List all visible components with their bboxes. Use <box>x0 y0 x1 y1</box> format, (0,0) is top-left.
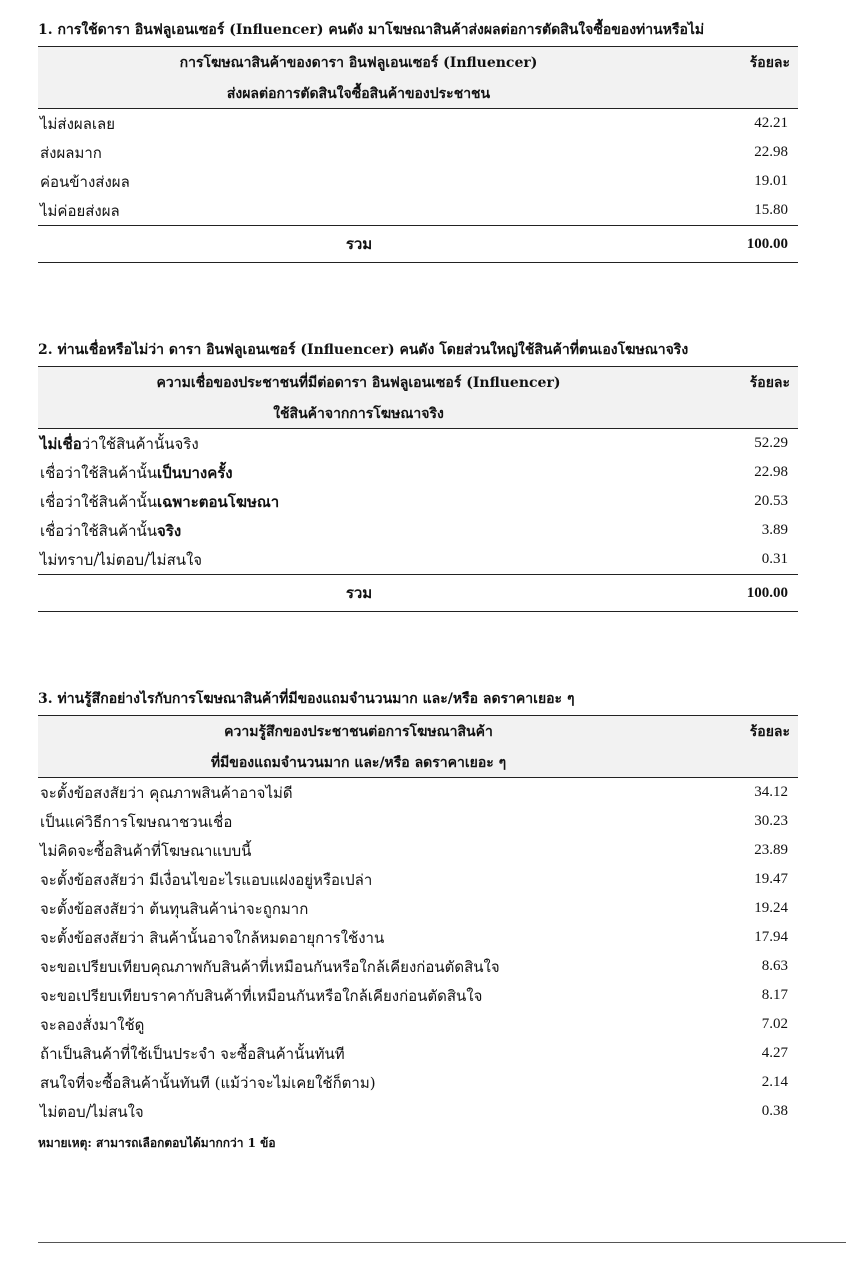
table-row <box>38 923 798 952</box>
row-value: 22.98 <box>754 464 788 480</box>
row-label: จะขอเปรียบเทียบราคากับสินค้าที่เหมือนกันหรือใกล้เคียงก่อนตัดสินใจ <box>40 986 483 1005</box>
label-text: ว่าใช้สินค้านั้นจริง <box>81 434 199 453</box>
row-value: 34.12 <box>754 784 788 800</box>
row-label: จะลองสั่งมาใช้ดู <box>40 1015 145 1034</box>
row-value: 20.53 <box>754 493 788 509</box>
q3-header-line2: ที่มีของแถมจำนวนมาก และ/หรือ ลดราคาเยอะ ๆ <box>38 748 679 778</box>
row-label: จะตั้งข้อสงสัยว่า มีเงื่อนไขอะไรแอบแฝงอยู่หรือเปล่า <box>40 870 373 889</box>
table-row <box>38 487 798 516</box>
table-row <box>38 545 798 575</box>
label-emphasis: ไม่เชื่อ <box>40 434 82 453</box>
table-row <box>38 109 798 139</box>
table-row <box>38 952 798 981</box>
row-label <box>38 487 679 516</box>
row-label: ไม่ตอบ/ไม่สนใจ <box>40 1102 144 1121</box>
table-row <box>38 429 798 459</box>
row-value: 15.80 <box>754 202 788 218</box>
q2-pct-header: ร้อยละ <box>679 367 798 400</box>
label-emphasis: จริง <box>157 521 182 540</box>
label-text: เชื่อว่าใช้สินค้านั้น <box>40 492 158 511</box>
row-value: 19.01 <box>754 173 788 189</box>
q3-pct-header: ร้อยละ <box>679 716 798 749</box>
row-label: เป็นแค่วิธีการโฆษณาชวนเชื่อ <box>40 812 233 831</box>
table-row <box>38 458 798 487</box>
total-value: 100.00 <box>679 575 798 612</box>
row-label: ไม่ส่งผลเลย <box>40 114 115 133</box>
row-label <box>38 429 679 459</box>
row-value: 30.23 <box>754 813 788 829</box>
q1-header-line1: การโฆษณาสินค้าของดารา อินฟลูเอนเซอร์ (Influencer) <box>38 47 679 80</box>
row-label: สนใจที่จะซื้อสินค้านั้นทันที (แม้ว่าจะไม่เคยใช้ก็ตาม) <box>40 1073 376 1092</box>
q3-header-line1: ความรู้สึกของประชาชนต่อการโฆษณาสินค้า <box>38 716 679 749</box>
q3-table <box>38 715 798 1126</box>
row-value: 7.02 <box>761 1016 788 1032</box>
row-label: จะตั้งข้อสงสัยว่า คุณภาพสินค้าอาจไม่ดี <box>40 783 293 802</box>
label-text: เชื่อว่าใช้สินค้านั้น <box>40 463 158 482</box>
q2-title: 2. ท่านเชื่อหรือไม่ว่า ดารา อินฟลูเอนเซอร์ (Influencer) คนดัง โดยส่วนใหญ่ใช้สินค้าที่ตนเองโฆษณาจริง <box>38 342 689 358</box>
section-q1 <box>38 18 798 263</box>
row-label: จะตั้งข้อสงสัยว่า ต้นทุนสินค้าน่าจะถูกมาก <box>40 899 309 918</box>
total-value: 100.00 <box>679 226 798 263</box>
table-row <box>38 778 798 808</box>
row-value: 22.98 <box>754 144 788 160</box>
row-label: ไม่คิดจะซื้อสินค้าที่โฆษณาแบบนี้ <box>40 841 252 860</box>
q3-title: 3. ท่านรู้สึกอย่างไรกับการโฆษณาสินค้าที่มีของแถมจำนวนมาก และ/หรือ ลดราคาเยอะ ๆ <box>38 691 575 707</box>
row-value: 17.94 <box>754 929 788 945</box>
row-value: 4.27 <box>761 1045 788 1061</box>
total-row <box>38 226 798 263</box>
row-value: 19.24 <box>754 900 788 916</box>
row-value: 8.17 <box>761 987 788 1003</box>
table-row <box>38 138 798 167</box>
row-label: จะขอเปรียบเทียบคุณภาพกับสินค้าที่เหมือนกันหรือใกล้เคียงก่อนตัดสินใจ <box>40 957 500 976</box>
table-row <box>38 981 798 1010</box>
row-value: 19.47 <box>754 871 788 887</box>
total-label: รวม <box>38 226 679 263</box>
label-emphasis: เป็นบางครั้ง <box>157 463 233 482</box>
table-row <box>38 1097 798 1126</box>
table-row <box>38 1010 798 1039</box>
table-row <box>38 516 798 545</box>
row-label: จะตั้งข้อสงสัยว่า สินค้านั้นอาจใกล้หมดอายุการใช้งาน <box>40 928 385 947</box>
table-row <box>38 807 798 836</box>
row-value: 42.21 <box>754 115 788 131</box>
row-label: ค่อนข้างส่งผล <box>40 172 130 191</box>
row-label <box>38 458 679 487</box>
label-text: เชื่อว่าใช้สินค้านั้น <box>40 521 158 540</box>
table-row <box>38 167 798 196</box>
total-row <box>38 575 798 612</box>
row-label: ไม่ค่อยส่งผล <box>40 201 120 220</box>
table-row <box>38 196 798 226</box>
q1-header-line2: ส่งผลต่อการตัดสินใจซื้อสินค้าของประชาชน <box>38 79 679 109</box>
row-label: ไม่ทราบ/ไม่ตอบ/ไม่สนใจ <box>40 550 203 569</box>
table-row <box>38 894 798 923</box>
q1-title: 1. การใช้ดารา อินฟลูเอนเซอร์ (Influencer) คนดัง มาโฆษณาสินค้าส่งผลต่อการตัดสินใจซื้อของท่านหรือไม่ <box>38 22 705 38</box>
table-row <box>38 1068 798 1097</box>
q2-header-line2: ใช้สินค้าจากการโฆษณาจริง <box>38 399 679 429</box>
row-label <box>38 516 679 545</box>
section-q2 <box>38 338 798 612</box>
footnote: หมายเหตุ: สามารถเลือกตอบได้มากกว่า 1 ข้อ <box>38 1136 276 1150</box>
section-q3 <box>38 687 798 1153</box>
table-row <box>38 865 798 894</box>
row-value: 52.29 <box>754 435 788 451</box>
row-value: 0.38 <box>761 1103 788 1119</box>
row-value: 0.31 <box>761 551 788 567</box>
table-row <box>38 836 798 865</box>
row-value: 23.89 <box>754 842 788 858</box>
q1-pct-header: ร้อยละ <box>679 47 798 80</box>
q2-table <box>38 366 798 612</box>
q1-table <box>38 46 798 263</box>
row-label: ถ้าเป็นสินค้าที่ใช้เป็นประจำ จะซื้อสินค้านั้นทันที <box>40 1044 345 1063</box>
label-emphasis: เฉพาะตอนโฆษณา <box>157 492 280 511</box>
bottom-divider <box>38 1242 846 1243</box>
row-value: 2.14 <box>761 1074 788 1090</box>
row-value: 8.63 <box>761 958 788 974</box>
total-label: รวม <box>38 575 679 612</box>
row-label: ส่งผลมาก <box>40 143 102 162</box>
q2-header-line1: ความเชื่อของประชาชนที่มีต่อดารา อินฟลูเอนเซอร์ (Influencer) <box>38 367 679 400</box>
table-row <box>38 1039 798 1068</box>
row-value: 3.89 <box>761 522 788 538</box>
